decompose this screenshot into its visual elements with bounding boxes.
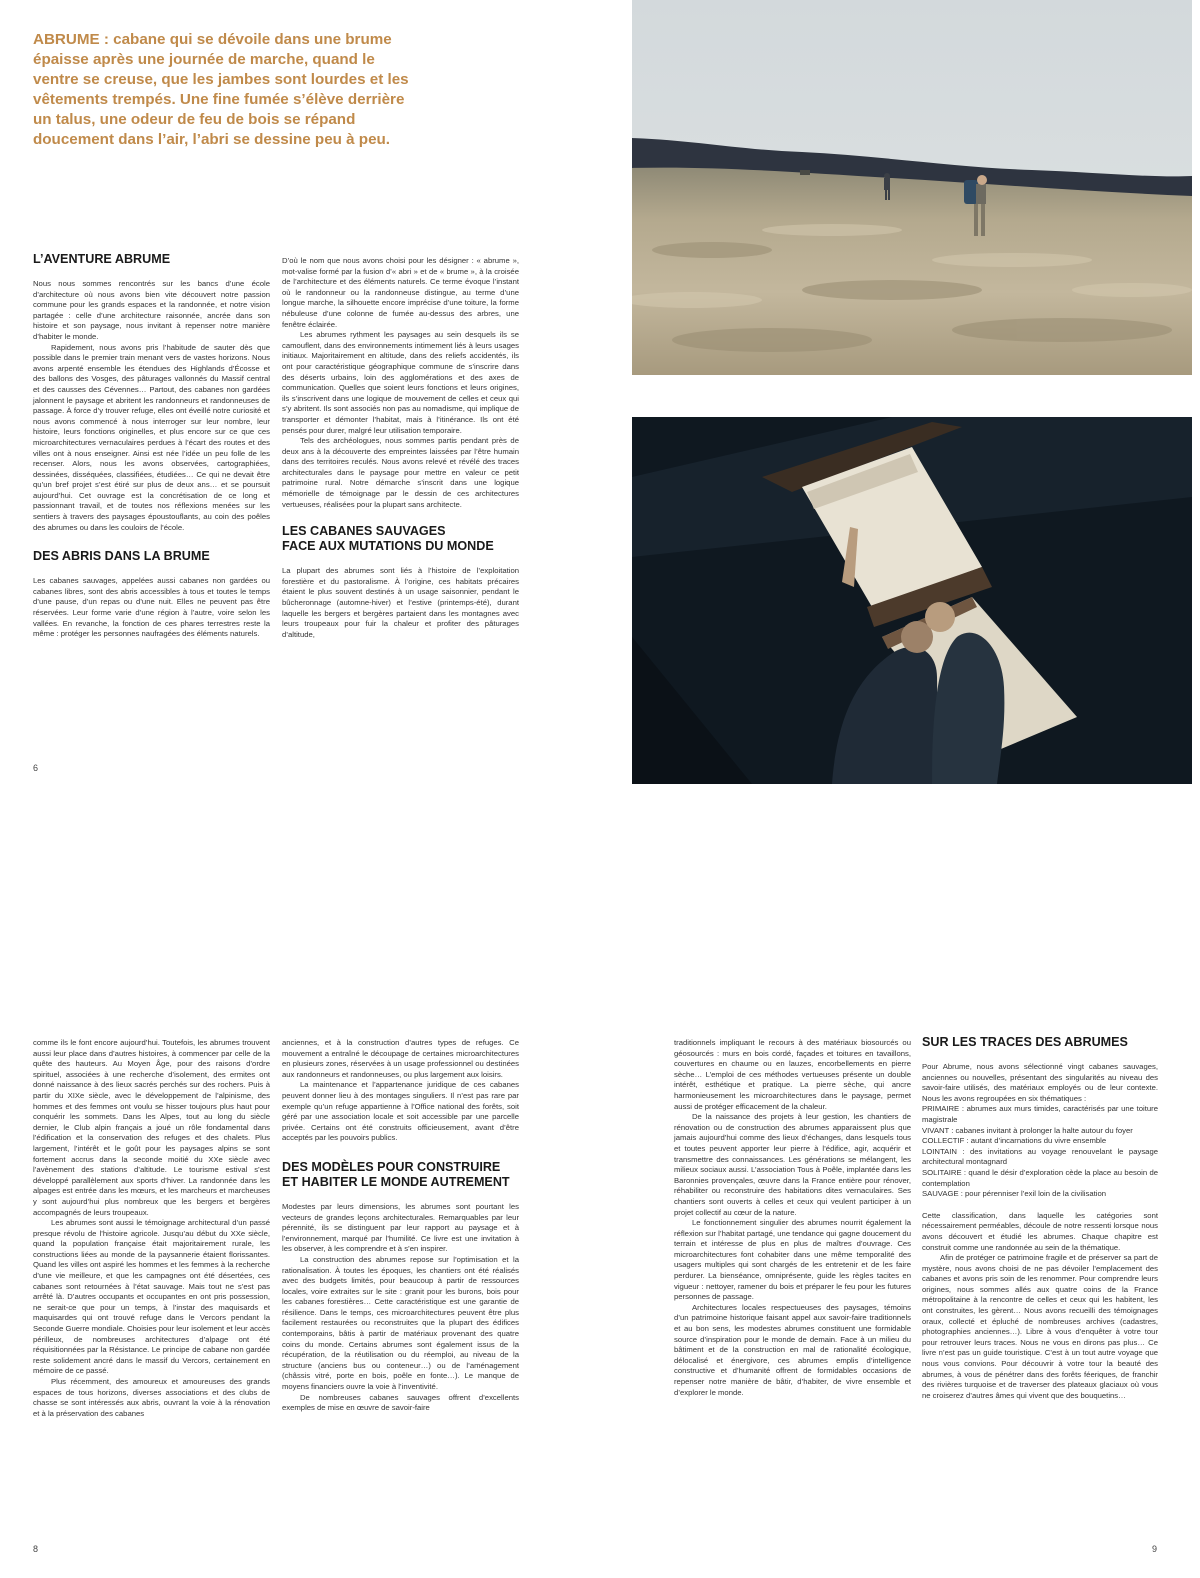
page9-column-1 — [674, 1038, 911, 1398]
paragraph: Plus récemment, des amoureux et amoureuses des grands espaces de tous horizons, diverses associations et des clubs de chasse se sont intéressés aux abris, ouvrant la voie à la rénovation et à la préservation des cabanes — [33, 1377, 270, 1418]
paragraph: De nombreuses cabanes sauvages offrent d’excellents exemples de mise en œuvre de savoir-faire — [282, 1392, 519, 1413]
page8-column-1 — [33, 1038, 270, 1419]
paragraph: Rapidement, nous avons pris l’habitude de sauter dès que possible dans le premier train menant vers de vastes horizons. Nous avons arpenté ensemble les étendues des Highlands d’Écosse et des ballons des Vosges, des pâturages vallonnés du Massif central et des causses des Cévennes… Partout, des cabanes non gardées jalonnent le paysage et abritent les randonneurs et randonneuses de passage. À force d’y trouver refuge, elles ont éveillé notre curiosité et nous avons commencé à nous interroger sur leur nombre, leur histoire, leurs fonctions originelles, et plus encore sur ce que ces microarchitectures vernaculaires perdues à l’écart des routes et des villes ont à nous enseigner. Ainsi est née l’idée un peu folle de les recenser. Alors, nous les avons observées, cartographiées, dessinées, disséquées, classifiées, étudiées… Ce qui ne devait être qu’un bref projet s’est étiré sur plus de deux ans… et se poursuit aujourd’hui. Cet ouvrage est la concrétisation de ce long et passionnant travail, et de toutes nos réflexions menées sur les sentiers à travers des paysages époustouflants, au coin des poêles des abrumes ou dans les couloirs de l’école. — [33, 342, 270, 532]
paragraph: traditionnels impliquant le recours à des matériaux biosourcés ou géosourcés : murs en bois cordé, façades et toitures en tavaillons, couvertures en chaume ou en lauzes, encorbellements en pierre sèche… L’emploi de ces méthodes vertueuses présente un double intérêt, esthétique et pratique. La pierre sèche, qui ancre harmonieusement les microarchitectures dans le paysage, permet aussi de protéger efficacement de la chaleur. — [674, 1038, 911, 1111]
heading-cabanes-line1: LES CABANES SAUVAGES — [282, 524, 446, 539]
paragraph: Modestes par leurs dimensions, les abrumes sont pourtant les vecteurs de grandes leçons architecturales. Remarquables par leur pérennité, ils se distinguent par leur rapport au paysage et à l’environnement, marqué par l’humilité. Ce livre est une invitation à les observer, à les comprendre et à s’en inspirer. — [282, 1201, 519, 1254]
paragraph: Le fonctionnement singulier des abrumes nourrit également la réflexion sur l’habitat partagé, une tendance qui gagne doucement du terrain et intéresse de plus en plus de maîtres d’ouvrage. Ces microarchitectures font cohabiter dans une même temporalité des usagers multiples qui sont chargés de les entretenir et de les faire perdurer. La bienséance, omniprésente, guide les règles tacites en vigueur : nettoyer, ramener du bois et préparer le feu pour les futures personnes de passage. — [674, 1218, 911, 1302]
paragraph: comme ils le font encore aujourd’hui. Toutefois, les abrumes trouvent aussi leur place dans d’autres histoires, à commencer par celle de la quête des hauteurs. Au Moyen Âge, pour des raisons d’ordre spirituel, associées à une recherche d’isolement, des ermites ont donné naissance à des lieux sacrés perchés sur des rochers. Puis à partir du XIXe siècle, avec le développement de l’alpinisme, des hommes et des femmes ont voulu se hisser toujours plus haut pour conquérir les sommets. Dans les Alpes, tout au long du siècle dernier, le Club alpin français a joué un rôle fondamental dans l’édification et la conservation des refuges et des chalets. Plus largement, l’intérêt et le goût pour les paysages alpins se sont fortement accrus dans la seconde moitié du XXe siècle avec l’avènement des stations d’altitude. Le tourisme estival s’est développé parallèlement aux sports d’hiver. La randonnée dans les alpages est entrée dans les mœurs, et les marcheurs et marcheuses y sont aujourd’hui plus nombreux que les bergers et bergères accompagnés de leurs troupeaux. — [33, 1038, 270, 1217]
heading-abris: DES ABRIS DANS LA BRUME — [33, 549, 210, 564]
paragraph: D’où le nom que nous avons choisi pour les désigner : « abrume », mot-valise formé par la fusion d’« abri » et de « brume », à la croisée de l’architecture et des éléments naturels. Ce terme évoque l’instant où le randonneur ou la randonneuse distingue, au terme d’une longue marche, la silhouette encore imprécise d’une toiture, la forme nébuleuse d’une colonne de fumée au-dessus des arbres, une fenêtre éclairée. — [282, 256, 519, 329]
heading-modeles-line2: ET HABITER LE MONDE AUTREMENT — [282, 1174, 510, 1189]
paragraph: Afin de protéger ce patrimoine fragile et de préserver sa part de mystère, nous avons choisi de ne pas dévoiler l’emplacement des cabanes et avons pris soin de les renommer. Pour comprendre leurs origines, nous sommes allés aux quatre coins de la France métropolitaine à la rencontre de celles et ceux qui les habitent, les ont construites, les gèrent… Nous avons recueilli des témoignages oraux, collecté et épluché de nombreuses archives (cadastres, photographies anciennes…). Libre à vous d’enquêter à votre tour pour retrouver leurs traces. Nous ne vous en dirons pas plus… Ce livre n’est pas un guide touristique. C’est à un tout autre voyage que nous vous convions. Pour découvrir à votre tour la beauté des abrumes, à vous de pénétrer dans des forêts féeriques, de franchir des rivières turquoise et de traverser des plateaux glaciaux où vous ne croiserez d’autres âmes qui vivent que des bouquetins… — [922, 1253, 1158, 1400]
theme-item: PRIMAIRE : abrumes aux murs timides, caractérisés par une toiture magistrale — [922, 1104, 1158, 1124]
paragraph: Les abrumes rythment les paysages au sein desquels ils se camouflent, dans des environnements intimement liés à leurs usages initiaux. Majoritairement en altitude, dans des reliefs accidentés, ils ont pour caractéristique géographique commune de s’inscrire dans des déserts urbains, loin des agglomérations et des axes de communication. Quelles que soient leurs fonctions et leurs origines, ils s’inscrivent dans une logique de mouvement de celles et ceux qui s’y abritent. Ils sont associés non pas au nomadisme, qui implique de transporter et démonter l’habitat, mais à l’itinérance. Ils ont été pensés pour durer, malgré leur utilisation temporaire. — [282, 330, 519, 435]
paragraph: La plupart des abrumes sont liés à l’histoire de l’exploitation forestière et du pastoralisme. À l’origine, ces habitats précaires étaient le plus souvent destinés à un usage saisonnier, pendant le bûcheronnage (automne-hiver) et l’estive (printemps-été), durant laquelle les bergers et bergères partaient dans les montagnes avec leurs troupeaux pour fuir la chaleur et profiter des pâturages d’altitude, — [282, 566, 519, 639]
page6-column-1 — [33, 252, 270, 640]
theme-item: SOLITAIRE : quand le désir d’exploration cède la place au besoin de contemplation — [922, 1167, 1158, 1188]
paragraph: Nous nous sommes rencontrés sur les bancs d’une école d’architecture où nous avons bien vite découvert notre passion commune pour les grands espaces et la randonnée, et notre vision partagée : celle d’une architecture raisonnée, ancrée dans son histoire et son paysage, nous invitant à repenser notre manière d’habiter le monde. — [33, 279, 270, 341]
paragraph: Architectures locales respectueuses des paysages, témoins d’un patrimoine historique faisant appel aux savoir-faire traditionnels et au bon sens, les modestes abrumes constituent une formidable source d’inspiration pour le monde de demain. Face à un milieu du bâtiment et de la construction en mal de rationalité écologique, délocalisé et énergivore, ces abrumes emplis d’intelligence constructive et d’humanité offrent de formidables occasions de repenser notre manière de bâtir, d’habiter, de vivre ensemble et d’explorer le monde. — [674, 1302, 911, 1397]
heading-modeles-line1: DES MODÈLES POUR CONSTRUIRE — [282, 1159, 501, 1174]
paragraph: Les cabanes sauvages, appelées aussi cabanes non gardées ou cabanes libres, sont des abris accessibles à tous et toutes le temps d’une pause, d’un repas ou d’une nuit. Elles ne peuvent pas être réservées. Leur forme varie d’une région à l’autre, voire selon les vallées. En revanche, la fonction de ces phares terrestres reste la même : protéger les personnes naufragées des éléments naturels. — [33, 576, 270, 639]
paragraph: Les abrumes sont aussi le témoignage architectural d’un passé presque révolu de l’histoire agricole. Jusqu’au début du XXe siècle, quand la population française était majoritairement rurale, les constructions liées au monde de la paysannerie étaient florissantes. Quand les villes ont aspiré les hommes et les femmes à la recherche d’une vie meilleure, et que les campagnes ont été désertées, ces cabanes sont retournées à l’état sauvage. Mais tout ne s’est pas arrêté là. D’autres occupants et occupantes en ont pris possession, ne serait-ce que pour un temps, à l’instar des maquisards et maquisardes qui ont trouvé refuge dans le Vercors pendant la Seconde Guerre mondiale. Choisies pour leur isolement et leur accès périlleux, de nombreuses architectures d’alpage ont été réquisitionnées par la Résistance. Le principe de cabane non gardée reste solidement ancré dans le massif du Vercors, certainement en mémoire de ce passé. — [33, 1218, 270, 1376]
paragraph: Pour Abrume, nous avons sélectionné vingt cabanes sauvages, anciennes ou nouvelles, présentant des singularités au niveau des savoir-faire utilisés, des matériaux employés ou de leur contexte. Nous les avons regroupées en six thématiques : — [922, 1062, 1158, 1103]
paragraph: Cette classification, dans laquelle les catégories sont nécessairement perméables, découle de notre ressenti lorsque nous avons découvert et étudié les abrumes. Chaque chapitre est construit comme une randonnée au sein de la thématique. — [922, 1210, 1158, 1252]
paragraph: De la naissance des projets à leur gestion, les chantiers de rénovation ou de construction des abrumes apparaissent plus que jamais aujourd’hui comme des lieux d’échanges, dans lesquels tous et toutes peuvent apporter leur pierre à l’édifice, agir, acquérir et transmettre des connaissances. Les générations se mélangent, les milieux sociaux aussi. L’association Tous à Poêle, implantée dans les Baronnies provençales, œuvre dans la France entière pour rénover, réhabiliter ou reconstruire des habitations dites vernaculaires. Ses chantiers sont ouverts à celles et ceux qui veulent participer à un projet collectif au cœur de la nature. — [674, 1112, 911, 1217]
page-number-8: 8 — [33, 1544, 39, 1554]
theme-item: COLLECTIF : autant d’incarnations du vivre ensemble — [922, 1136, 1107, 1146]
page6-column-2 — [282, 256, 519, 640]
page-number-6: 6 — [33, 763, 39, 773]
page9-column-2 — [922, 1035, 1158, 1401]
paragraph: La maintenance et l’appartenance juridique de ces cabanes peuvent donner lieu à des montages singuliers. Il n’est pas rare par exemple qu’un refuge appartienne à l’Office national des forêts, soit géré par une association locale et soit accessible par une parcelle privée. Certains ont été construits officieusement, avant d’être acceptés par les pouvoirs publics. — [282, 1080, 519, 1143]
page8-column-2 — [282, 1038, 519, 1414]
paragraph: La construction des abrumes repose sur l’optimisation et la rationalisation. À toutes les époques, les chantiers ont été réalisés avec des budgets limités, pour beaucoup à partir de ressources locales, voire extraites sur le site : granit pour les burons, bois pour les cabanes forestières… Cette caractéristique est une garantie de résilience. Dans le temps, ces microarchitectures peuvent être plus facilement restaurées ou reconstruites que la plupart des édifices contemporains, bâtis à partir de matériaux provenant des quatre coins du monde. Certains abrumes sont également issus de la récupération, de la réutilisation ou du réemploi, au niveau de la structure (anciens bus ou conteneur…) ou de l’aménagement (châssis vitré, porte en bois, poêle en fonte…). Le manque de moyens financiers ouvre la voie à l’inventivité. — [282, 1254, 519, 1392]
plateau-illustration — [632, 0, 1192, 375]
paragraph: anciennes, et à la construction d’autres types de refuges. Ce mouvement a entraîné le découpage de certaines microarchitectures en plusieurs zones, réservées à un usage professionnel ou destinées aux randonneurs et randonneuses, ou plus largement aux loisirs. — [282, 1038, 519, 1079]
paragraph: Tels des archéologues, nous sommes partis pendant près de deux ans à la découverte des empreintes laissées par l’être humain dans des territoires reculés. Nous avons relevé et révélé des traces architecturales dans le paysage pour mettre en valeur ce petit patrimoine rural. Notre démarche s’inscrit dans une logique mémorielle de témoignage par le dessin de ces architectures vertueuses, réalisées pour la plupart sans architecte. — [282, 436, 519, 509]
page-number-9: 9 — [1152, 1544, 1158, 1554]
theme-item: SAUVAGE : pour pérenniser l’exil loin de la civilisation — [922, 1189, 1107, 1199]
window-illustration — [632, 417, 1192, 784]
heading-aventure: L’AVENTURE ABRUME — [33, 252, 171, 266]
heading-cabanes-line2: FACE AUX MUTATIONS DU MONDE — [282, 539, 494, 554]
theme-item: VIVANT : cabanes invitant à prolonger la halte autour du foyer — [922, 1125, 1133, 1135]
photo-cabin-window — [632, 417, 1192, 784]
intro-definition: ABRUME : cabane qui se dévoile dans une brume épaisse après une journée de marche, quand le ventre se creuse, que les jambes sont lourdes et les vêtements trempés. Une fine fumée s’élève derrière un talus, une odeur de feu de bois se répand doucement dans l’air, l’abri se dessine peu à peu. — [33, 31, 409, 148]
theme-item: LOINTAIN : des invitations au voyage renouvelant le paysage architectural montagnard — [922, 1146, 1158, 1167]
photo-plateau-hikers — [632, 0, 1192, 375]
heading-traces: SUR LES TRACES DES ABRUMES — [922, 1035, 1128, 1049]
